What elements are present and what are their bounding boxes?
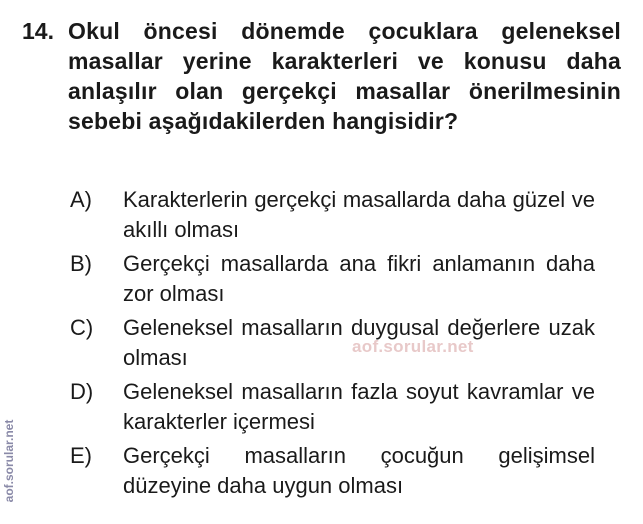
option-b-text: Gerçekçi masallarda ana fikri anlamanın daha zor olması bbox=[123, 251, 595, 306]
option-a-text: Karakterlerin gerçekçi masallarda daha güzel ve akıllı olması bbox=[123, 187, 595, 242]
option-d-text: Geleneksel masalların fazla soyut kavramlar ve karakterler içermesi bbox=[123, 379, 595, 434]
option-c-text: Geleneksel masalların duygusal değerlere uzak olması bbox=[123, 315, 595, 370]
answer-options bbox=[70, 185, 595, 505]
option-a[interactable] bbox=[70, 185, 595, 249]
option-d-letter: D) bbox=[70, 379, 94, 404]
option-d[interactable] bbox=[70, 377, 595, 441]
question-number: 14. bbox=[22, 18, 54, 44]
option-e-letter: E) bbox=[70, 443, 92, 468]
option-a-letter: A) bbox=[70, 187, 92, 212]
question-text: Okul öncesi dönemde çocuklara geleneksel masallar yerine karakterleri ve konusu daha anlaşılır olan gerçekçi masallar önerilmesinin sebebi aşağıdakilerden hangisidir? bbox=[68, 18, 621, 134]
option-c-letter: C) bbox=[70, 315, 94, 340]
option-b[interactable] bbox=[70, 249, 595, 313]
option-e-text: Gerçekçi masalların çocuğun gelişimsel düzeyine daha uygun olması bbox=[123, 443, 595, 498]
option-c[interactable] bbox=[70, 313, 595, 377]
watermark-side: aof.sorular.net bbox=[2, 419, 16, 503]
option-e[interactable] bbox=[70, 441, 595, 505]
option-b-letter: B) bbox=[70, 251, 92, 276]
watermark-center: aof.sorular.net bbox=[352, 337, 474, 356]
